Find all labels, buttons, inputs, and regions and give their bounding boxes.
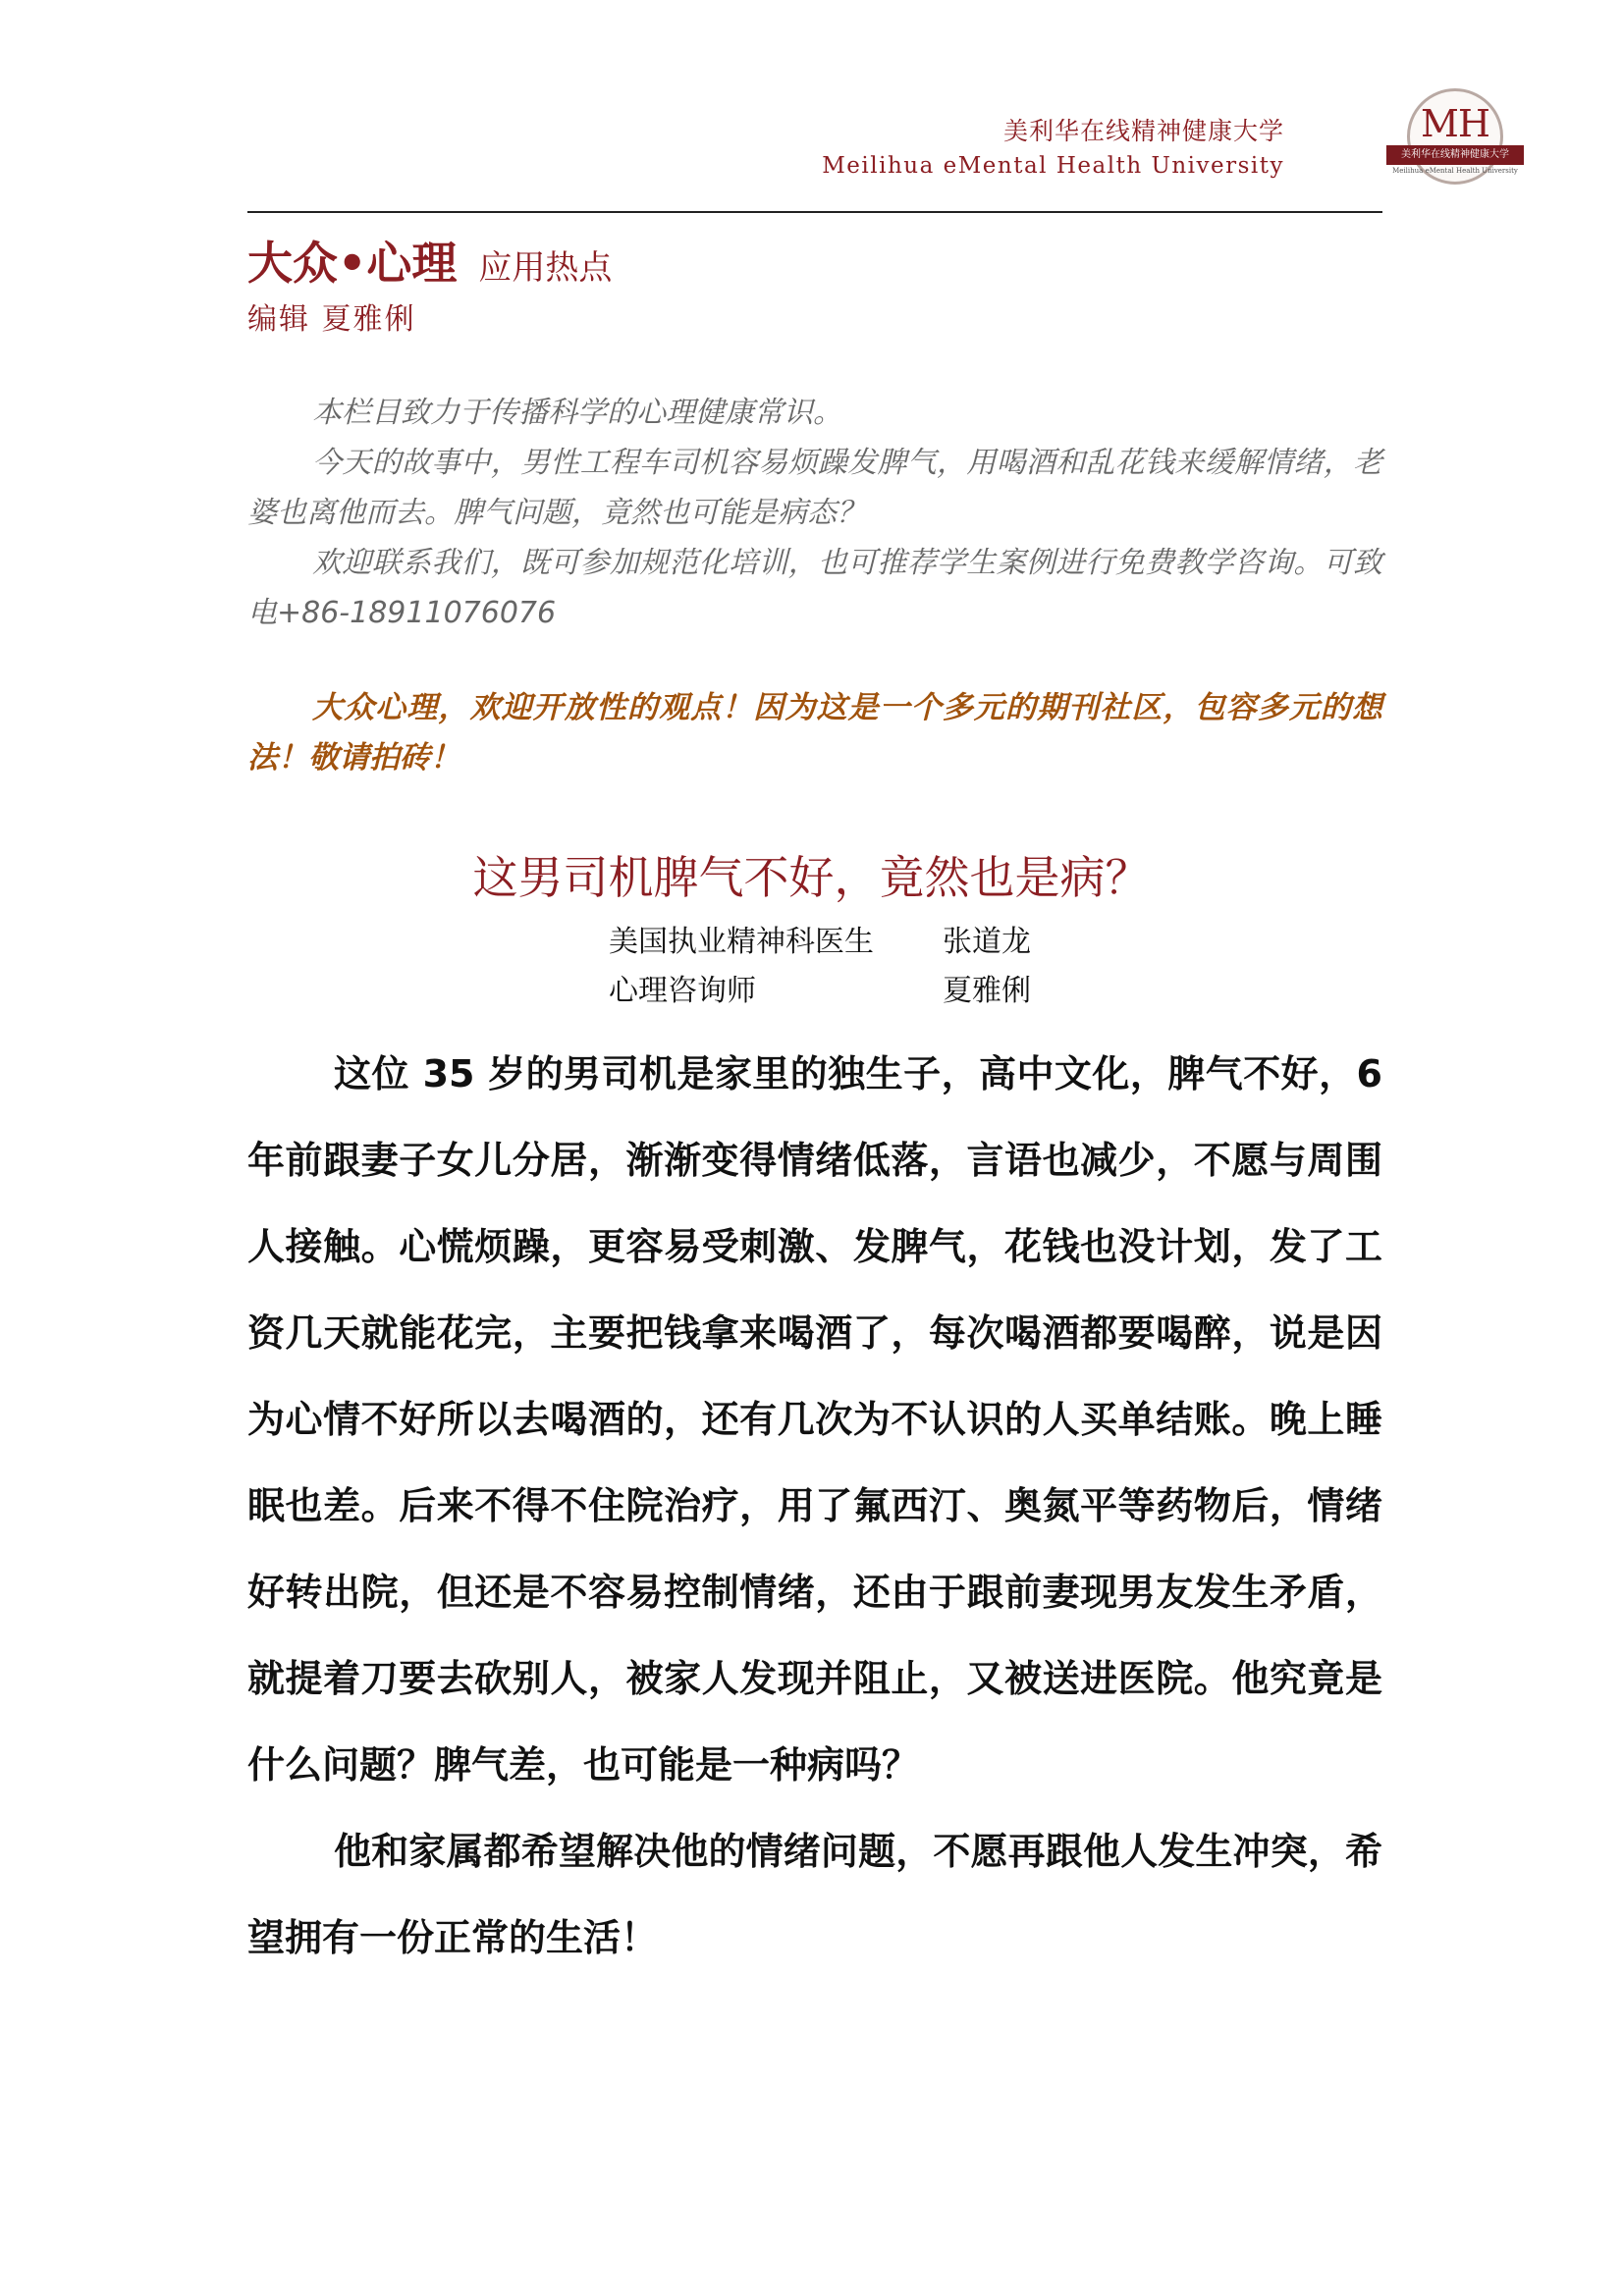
- intro-paragraph-3: 欢迎联系我们，既可参加规范化培训，也可推荐学生案例进行免费教学咨询。可致电+86-18911076076: [247, 546, 1382, 630]
- column-slogan: 大众心理，欢迎开放性的观点！因为这是一个多元的期刊社区，包容多元的想法！敬请拍砖！: [247, 690, 1382, 775]
- header-university-cn: 美利华在线精神健康大学: [1002, 117, 1284, 145]
- page-header: [247, 98, 1382, 213]
- logo-mh-text: MH: [1420, 102, 1490, 145]
- column-intro: [247, 388, 1382, 638]
- column-main-title: 大众•心理: [247, 237, 458, 290]
- body-paragraph-2: 他和家属都希望解决他的情绪问题，不愿再跟他人发生冲突，希望拥有一份正常的生活！: [247, 1830, 1382, 1959]
- article-authors: [609, 918, 1031, 1016]
- author-row: [609, 967, 1031, 1016]
- header-text: [822, 114, 1284, 183]
- editor-line: 编辑 夏雅俐: [247, 302, 416, 337]
- column-heading: [247, 228, 1382, 338]
- university-logo: [1386, 88, 1524, 196]
- author-role: 美国执业精神科医生: [609, 925, 874, 959]
- article-body: [247, 1031, 1382, 1981]
- author-name: 张道龙: [943, 925, 1031, 959]
- logo-ribbon: 美利华在线精神健康大学: [1386, 145, 1524, 165]
- author-row: [609, 918, 1031, 967]
- intro-paragraph-2: 今天的故事中，男性工程车司机容易烦躁发脾气，用喝酒和乱花钱来缓解情绪，老婆也离他而去。脾气问题，竟然也可能是病态？: [247, 446, 1382, 530]
- body-paragraph-1: 这位 35 岁的男司机是家里的独生子，高中文化，脾气不好，6 年前跟妻子女儿分居，渐渐变得情绪低落，言语也减少，不愿与周围人接触。心慌烦躁，更容易受刺激、发脾气，花钱也没计划，发了工资几天就能花完，主要把钱拿来喝酒了，每次喝酒都要喝醉，说是因为心情不好所以去喝酒的，还有几次为不认识的人买单结账。晚上睡眠也差。后来不得不住院治疗，用了氟西汀、奥氮平等药物后，情绪好转出院，但还是不容易控制情绪，还由于跟前妻现男友发生矛盾，就提着刀要去砍别人，被家人发现并阻止，又被送进医院。他究竟是什么问题？脾气差，也可能是一种病吗？: [247, 1052, 1382, 1787]
- author-name: 夏雅俐: [943, 974, 1031, 1008]
- header-university-en: Meilihua eMental Health University: [822, 153, 1284, 179]
- logo-subtitle: Meilihua eMental Health University: [1392, 167, 1518, 175]
- column-title: [247, 228, 1382, 290]
- intro-paragraph-1: 本栏目致力于传播科学的心理健康常识。: [312, 396, 842, 430]
- article-title: 这男司机脾气不好，竟然也是病？: [472, 851, 1151, 904]
- column-subtitle: 应用热点: [478, 248, 613, 288]
- author-role: 心理咨询师: [609, 974, 756, 1008]
